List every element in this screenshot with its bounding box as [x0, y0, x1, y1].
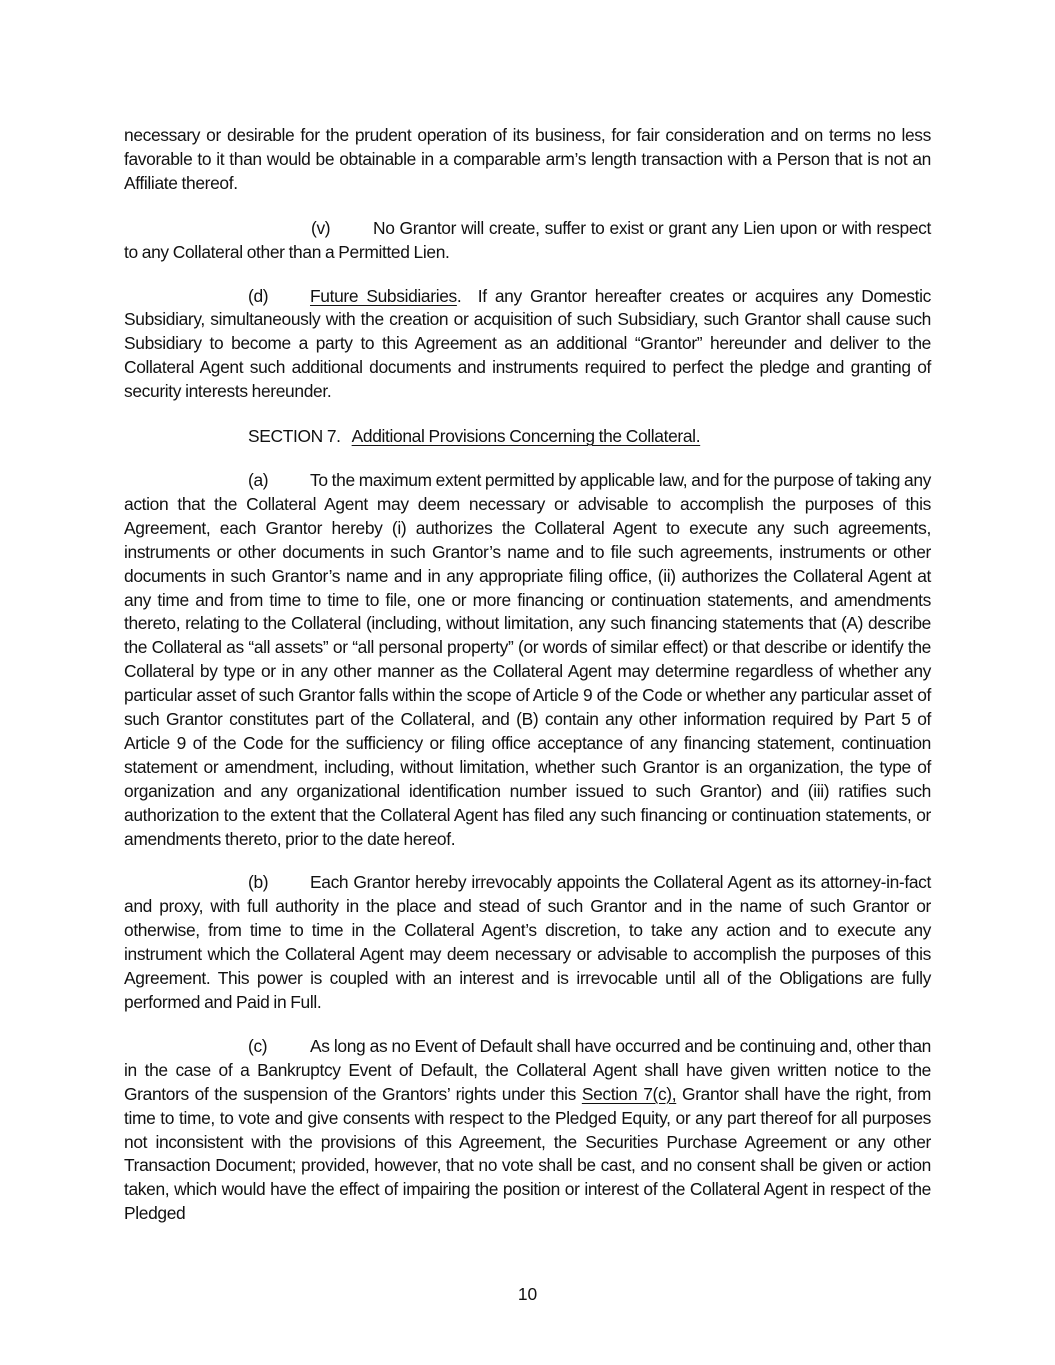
- clause-label: (d): [248, 285, 269, 306]
- clause-label: (b): [248, 872, 269, 893]
- paragraph-text: No Grantor will create, suffer to exist or grant any Lien upon or with respect to any Collateral other than a Permitted Lien.: [124, 217, 931, 262]
- clause-label: (a): [248, 469, 269, 490]
- paragraph-text: Each Grantor hereby irrevocably appoints the Collateral Agent as its attorney-in-fact and proxy, with full authority in the place and stead of such Grantor and in the name of such Grantor or otherwise, from time to time in the Collateral Agent’s discretion, to take any action and to execute any instrument which the Collateral Agent may deem necessary or advisable to accomplish the purposes of this Agreement. This power is coupled with an interest and is irrevocable until all of the Obligations are fully performed and Paid in Full.: [124, 872, 931, 1012]
- clause-label: (v): [311, 217, 331, 238]
- section-number: SECTION 7.: [248, 426, 341, 447]
- paragraph-text-continued: Grantor shall have the right, from time to time, to vote and give consents with respect to the Pledged Equity, or any part thereof for all purposes not inconsistent with the provisions of this Agreement, the Securities Purchase Agreement or any other Transaction Document; provided, however, that no vote shall be cast, and no consent shall be given or action taken, which would have the effect of impairing the position or interest of the Collateral Agent in respect of the Pledged: [124, 1083, 931, 1224]
- paragraph-a: [124, 469, 931, 852]
- paragraph-text: necessary or desirable for the prudent operation of its business, for fair consideration and on terms no less favorable to it than would be obtainable in a comparable arm’s length transaction with a Person that is not an Affiliate thereof.: [124, 125, 931, 193]
- paragraph-text: To the maximum extent permitted by applicable law, and for the purpose of taking any action that the Collateral Agent may deem necessary or advisable to accomplish the purposes of this Agreement, each Grantor hereby (i) authorizes the Collateral Agent to execute any such agreements, instruments or other documents in such Grantor’s name and to file such agreements, instruments or other documents in such Grantor’s name and in any appropriate filing office, (ii) authorizes the Collateral Agent at any time and from time to time to file, one or more financing or continuation statements, and amendments thereto, relating to the Collateral (including, without limitation, any such financing statements that (A) describe the Collateral as “all assets” or “all personal property” (or words of similar effect) or that describe or identify the Collateral by type or in any other manner as the Collateral Agent may determine regardless of whether any particular asset of such Grantor falls within the scope of Article 9 of the Code or whether any particular asset of such Grantor constitutes part of the Collateral, and (B) contain any other information required by Part 5 of Article 9 of the Code for the sufficiency or filing office acceptance of any financing statement, continuation statement or amendment, including, without limitation, whether such Grantor is an organization, the type of organization and any organizational identification number issued to such Grantor) and (iii) ratifies such authorization to the extent that the Collateral Agent has filed any such financing or continuation statements, or amendments thereto, prior to the date hereof.: [124, 469, 931, 849]
- paragraph-d-future-subsidiaries: [124, 285, 931, 405]
- page-body: [124, 124, 931, 1226]
- paragraph-v: [124, 217, 931, 265]
- paragraph-continued: [124, 124, 931, 196]
- paragraph-text: As long as no Event of Default shall have occurred and be continuing and, other than in the case of a Bankruptcy Event of Default, the Collateral Agent shall have given written notice to the Grantors of the suspension of the Grantors’ rights under this: [124, 1035, 931, 1104]
- clause-heading-punct: .: [456, 285, 462, 306]
- paragraph-b: [124, 871, 931, 1014]
- clause-heading: Future Subsidiaries: [310, 285, 457, 306]
- section-heading: [124, 425, 931, 449]
- paragraph-text: If any Grantor hereafter creates or acquires any Domestic Subsidiary, simultaneously with the creation or acquisition of such Subsidiary, such Grantor shall cause such Subsidiary to become a party to this Agreement as an additional “Grantor” hereunder and deliver to the Collateral Agent such additional documents and instruments required to perfect the pledge and granting of security interests hereunder.: [124, 285, 931, 402]
- clause-label: (c): [248, 1035, 268, 1056]
- paragraph-c: [124, 1035, 931, 1226]
- page-number: 10: [517, 1284, 538, 1304]
- section-title: Additional Provisions Concerning the Collateral.: [351, 426, 701, 447]
- section-reference-link: Section 7(c),: [581, 1083, 677, 1104]
